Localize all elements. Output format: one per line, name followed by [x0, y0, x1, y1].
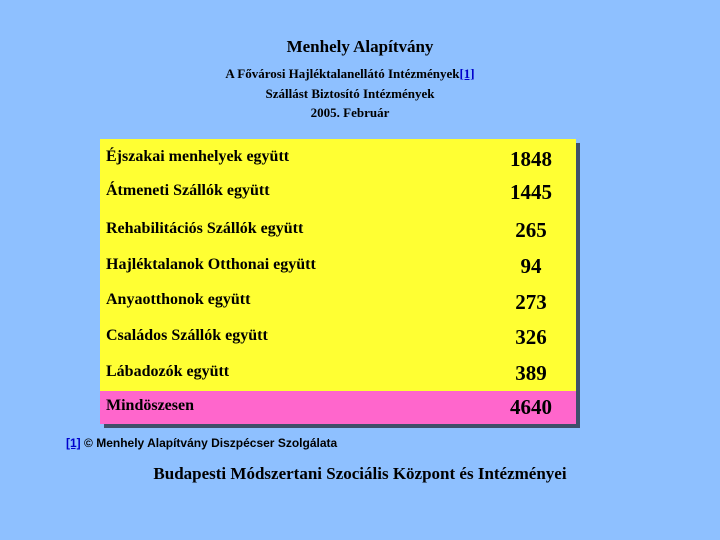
- row-value: 273: [515, 290, 547, 314]
- statistics-table: [100, 139, 576, 424]
- subtitle-text: A Fővárosi Hajléktalanellátó Intézmények: [225, 66, 460, 81]
- row-label: Családos Szállók együtt: [106, 327, 268, 344]
- table-row: [100, 283, 576, 319]
- footer-title: Budapesti Módszertani Szociális Központ és Intézményei: [153, 464, 567, 483]
- page-title: Menhely Alapítvány: [286, 37, 434, 56]
- row-value: 1848: [510, 147, 552, 171]
- table-row: [100, 139, 576, 175]
- row-value: 389: [515, 361, 547, 385]
- footnote: [66, 436, 337, 450]
- subtitle-date: 2005. Február: [310, 105, 390, 120]
- table-row: [100, 319, 576, 355]
- table-row: [100, 355, 576, 391]
- total-value: 4640: [510, 395, 552, 419]
- table-row: [100, 211, 576, 247]
- row-value: 1445: [510, 180, 552, 204]
- table-total-row: [100, 391, 576, 424]
- footnote-text: © Menhely Alapítvány Diszpécser Szolgálata: [84, 436, 338, 450]
- row-value: 326: [515, 325, 547, 349]
- table-row: [100, 175, 576, 211]
- total-label: Mindöszesen: [106, 397, 194, 414]
- row-label: Lábadozók együtt: [106, 363, 230, 380]
- row-value: 94: [520, 254, 542, 278]
- subtitle-line-1: [0, 64, 700, 83]
- row-label: Éjszakai menhelyek együtt: [106, 148, 290, 165]
- row-label: Hajléktalanok Otthonai együtt: [106, 256, 316, 273]
- footnote-ref-link[interactable]: [1]: [66, 436, 81, 450]
- row-label: Átmeneti Szállók együtt: [106, 182, 270, 199]
- subtitle-footnote-link[interactable]: [1]: [459, 66, 475, 81]
- subtitle-line-2: Szállást Biztosító Intézmények: [265, 86, 435, 101]
- row-label: Anyaotthonok együtt: [106, 291, 251, 308]
- table-row: [100, 247, 576, 283]
- row-label: Rehabilitációs Szállók együtt: [106, 220, 304, 237]
- row-value: 265: [515, 218, 547, 242]
